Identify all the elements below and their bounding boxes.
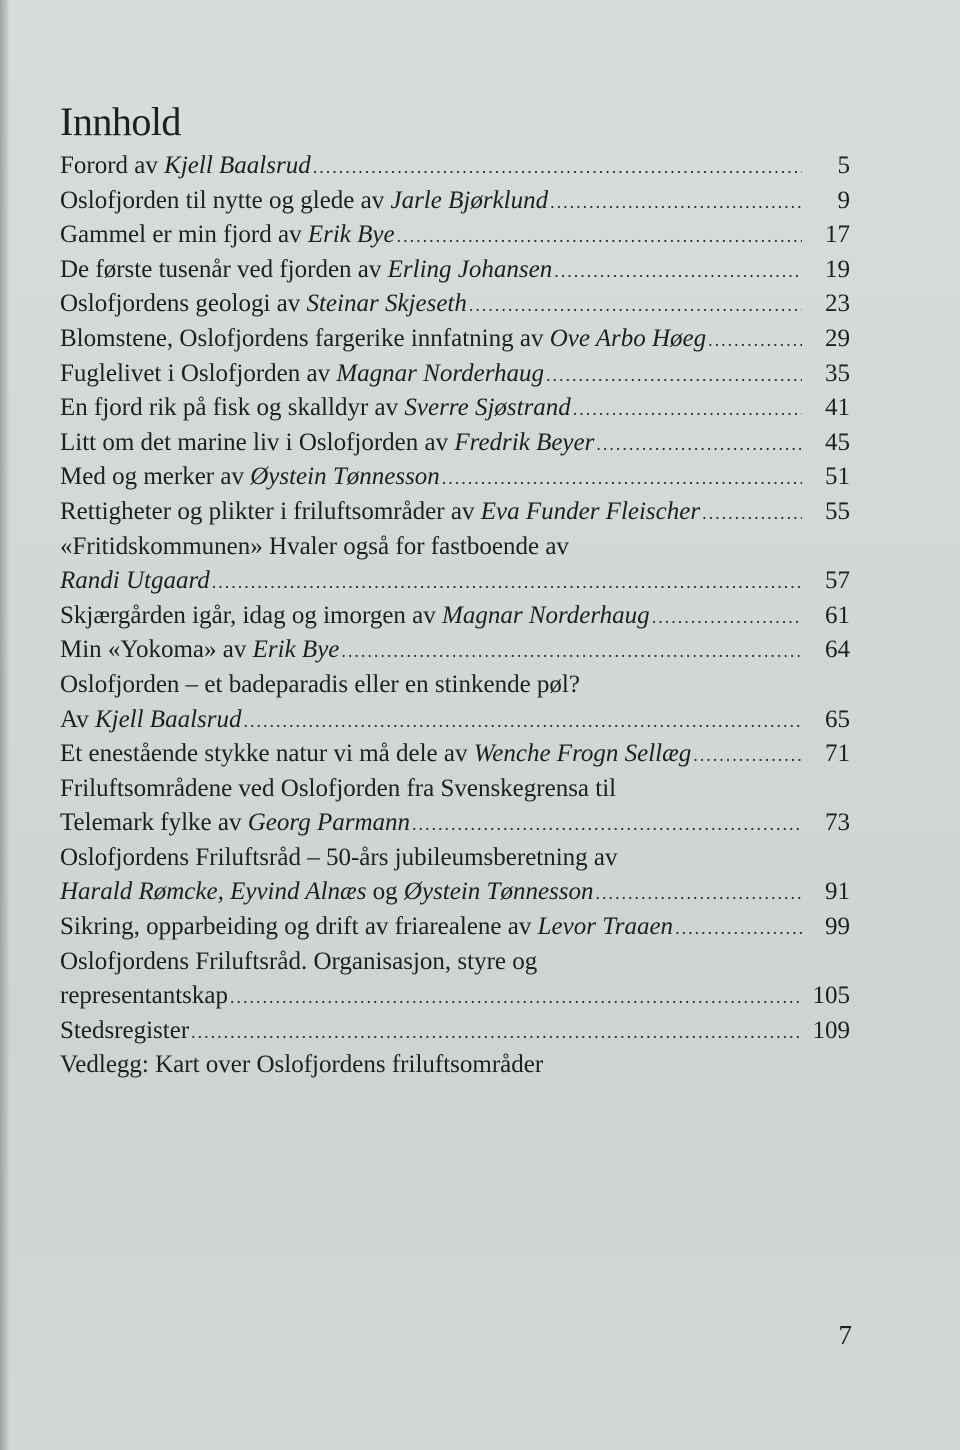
- toc-entry-page: 55: [825, 497, 850, 525]
- toc-entry-author: Jarle Bjørklund: [390, 186, 549, 214]
- toc-entry: [60, 671, 850, 706]
- toc-entry-text: Oslofjorden til nytte og glede av: [60, 186, 391, 214]
- toc-entry-text: Fuglelivet i Oslofjorden av: [60, 359, 337, 387]
- toc-entry-page: 105: [812, 982, 850, 1010]
- toc-entry: [60, 602, 850, 637]
- toc-entry-title: [60, 809, 410, 837]
- toc-entry-page: 17: [825, 221, 850, 249]
- toc-entry-title: [60, 602, 650, 630]
- toc-entry-text: «Fritidskommunen» Hvaler også for fastboende av: [60, 532, 569, 560]
- toc-entry: [60, 636, 850, 671]
- toc-entry: [60, 844, 850, 879]
- toc-entry: [60, 498, 850, 533]
- toc-entry: [60, 429, 850, 464]
- dot-leader: [554, 261, 802, 282]
- toc-entry: [60, 775, 850, 810]
- toc-entry-page: 5: [837, 152, 850, 179]
- toc-entry-text: Oslofjordens geologi av: [60, 290, 307, 318]
- toc-entry-page: 64: [825, 636, 850, 664]
- toc-entry-text: Litt om det marine liv i Oslofjorden av: [60, 428, 455, 456]
- toc-entry-author: Erik Bye: [307, 221, 395, 249]
- toc-entry-page: 57: [825, 567, 850, 595]
- toc-entry-author: Harald Rømcke, Eyvind Alnæs: [60, 878, 367, 906]
- dot-leader: [596, 434, 802, 455]
- dot-leader: [652, 607, 802, 628]
- toc-entry-author: Øystein Tønnesson: [250, 463, 440, 491]
- dot-leader: [212, 572, 802, 593]
- toc-entry-author: Randi Utgaard: [60, 567, 210, 595]
- toc-entry-text: En fjord rik på fisk og skalldyr av: [60, 394, 405, 422]
- dot-leader: [230, 987, 802, 1008]
- toc-entry-page: 109: [812, 1016, 850, 1044]
- toc-entry-author: Georg Parmann: [247, 809, 411, 837]
- toc-entry-page: 71: [825, 740, 850, 768]
- toc-entry-title: [60, 567, 210, 595]
- toc-entry-title: [60, 360, 544, 388]
- dot-leader: [546, 365, 802, 386]
- toc-entry: [60, 982, 850, 1017]
- toc-list: [60, 152, 850, 1086]
- toc-entry: [60, 152, 850, 187]
- toc-entry: [60, 463, 850, 498]
- toc-entry-title: [60, 256, 552, 284]
- page-title: Innhold: [60, 99, 181, 144]
- dot-leader: [442, 468, 802, 489]
- table-of-contents: [60, 96, 850, 1086]
- toc-entry: [60, 533, 850, 568]
- toc-entry-author: Magnar Norderhaug: [442, 601, 650, 629]
- toc-entry: [60, 706, 850, 741]
- toc-entry-page: 65: [825, 705, 850, 733]
- toc-entry-text: Skjærgården igår, idag og imorgen av: [60, 601, 443, 629]
- toc-entry-title: [60, 636, 339, 664]
- toc-entry-author: Ove Arbo Høeg: [549, 324, 707, 352]
- toc-entry-page: 61: [825, 601, 850, 629]
- toc-entry-author: Magnar Norderhaug: [336, 359, 544, 387]
- toc-entry: [60, 913, 850, 948]
- toc-entry: [60, 740, 850, 775]
- dot-leader: [708, 330, 802, 351]
- toc-entry-title: [60, 152, 311, 180]
- toc-entry-title: [60, 533, 569, 561]
- toc-entry: [60, 325, 850, 360]
- dot-leader: [550, 192, 802, 213]
- toc-entry-page: 9: [837, 186, 850, 214]
- toc-entry-title: [60, 913, 673, 941]
- toc-entry-page: 51: [825, 463, 850, 491]
- toc-entry-page: 19: [825, 255, 850, 283]
- toc-entry-page: 29: [825, 324, 850, 352]
- toc-entry-author: Sverre Sjøstrand: [404, 394, 571, 422]
- toc-entry-title: [60, 775, 616, 803]
- toc-entry-title: [60, 498, 700, 526]
- toc-entry-title: [60, 671, 580, 699]
- toc-entry-author: Steinar Skjeseth: [306, 290, 467, 318]
- dot-leader: [573, 399, 802, 420]
- dot-leader: [191, 1022, 802, 1043]
- toc-entry-text: Telemark fylke av: [60, 809, 248, 837]
- dot-leader: [341, 641, 802, 662]
- toc-entry-text: De første tusenår ved fjorden av: [60, 255, 388, 283]
- toc-entry-text: Vedlegg: Kart over Oslofjordens friluftsområder: [60, 1051, 544, 1079]
- toc-entry-author: Erling Johansen: [387, 255, 553, 283]
- toc-entry-text: Min «Yokoma» av: [60, 636, 253, 664]
- toc-entry-title: [60, 463, 440, 491]
- dot-leader: [675, 918, 802, 939]
- dot-leader: [693, 745, 802, 766]
- toc-entry-text: Et enestående stykke natur vi må dele av: [60, 740, 474, 768]
- toc-entry: [60, 256, 850, 291]
- toc-entry-text: Gammel er min fjord av: [60, 221, 308, 249]
- toc-entry-text: Friluftsområdene ved Oslofjorden fra Svenskegrensa til: [60, 774, 617, 802]
- toc-entry-page: 99: [825, 913, 850, 941]
- toc-entry-text: Stedsregister: [60, 1016, 190, 1044]
- dot-leader: [469, 295, 802, 316]
- toc-entry-text: Oslofjordens Friluftsråd. Organisasjon, styre og: [60, 947, 538, 975]
- toc-entry-page: 73: [825, 809, 850, 837]
- dot-leader: [397, 226, 802, 247]
- toc-entry-author: Fredrik Beyer: [454, 428, 595, 456]
- toc-entry: [60, 809, 850, 844]
- toc-entry-page: 45: [825, 428, 850, 456]
- toc-entry-title: [60, 290, 467, 318]
- toc-entry-title: [60, 1051, 543, 1079]
- toc-entry-page: 41: [825, 394, 850, 422]
- toc-entry-text: Av: [60, 705, 95, 733]
- toc-entry-page: 91: [825, 878, 850, 906]
- toc-entry: [60, 1051, 850, 1086]
- toc-entry-text: og: [366, 878, 404, 906]
- toc-entry-page: 23: [825, 290, 850, 318]
- toc-entry-text: Rettigheter og plikter i friluftsområder av: [60, 497, 481, 525]
- toc-entry-text: Sikring, opparbeiding og drift av friarealene av: [60, 913, 538, 941]
- dot-leader: [313, 157, 802, 178]
- toc-entry: [60, 187, 850, 222]
- toc-entry-author: Wenche Frogn Sellæg: [473, 740, 692, 768]
- toc-entry: [60, 878, 850, 913]
- toc-entry-title: [60, 948, 537, 976]
- toc-entry-title: [60, 187, 548, 215]
- toc-entry-title: [60, 740, 691, 768]
- toc-entry-author: Øystein Tønnesson: [403, 878, 594, 906]
- page-number: 7: [838, 1320, 852, 1350]
- toc-entry-author: Kjell Baalsrud: [94, 705, 242, 733]
- toc-entry: [60, 394, 850, 429]
- toc-entry-author: Kjell Baalsrud: [164, 152, 311, 179]
- toc-entry-text: representantskap: [60, 982, 228, 1010]
- toc-entry-text: Oslofjordens Friluftsråd – 50-års jubileumsberetning av: [60, 843, 618, 871]
- toc-entry-title: [60, 982, 228, 1010]
- toc-entry-author: Eva Funder Fleischer: [480, 497, 701, 525]
- toc-entry: [60, 948, 850, 983]
- page-edge-shadow: [0, 0, 10, 1450]
- toc-entry-text: Forord av: [60, 152, 165, 179]
- toc-entry: [60, 221, 850, 256]
- toc-entry-title: [60, 844, 618, 872]
- toc-entry-title: [60, 706, 242, 734]
- toc-entry-title: [60, 429, 594, 457]
- dot-leader: [244, 711, 803, 732]
- dot-leader: [596, 883, 803, 904]
- toc-entry-title: [60, 1017, 189, 1045]
- toc-entry-text: Med og merker av: [60, 463, 251, 491]
- toc-entry: [60, 567, 850, 602]
- toc-entry: [60, 1017, 850, 1052]
- toc-entry-title: [60, 394, 571, 422]
- toc-entry-text: Oslofjorden – et badeparadis eller en stinkende pøl?: [60, 670, 580, 698]
- toc-entry: [60, 360, 850, 395]
- toc-entry-title: [60, 325, 706, 353]
- toc-entry: [60, 290, 850, 325]
- toc-entry-text: Blomstene, Oslofjordens fargerike innfatning av: [60, 324, 550, 352]
- toc-entry-title: [60, 221, 395, 249]
- toc-entry-page: 35: [825, 359, 850, 387]
- toc-entry-author: Levor Traaen: [537, 913, 674, 941]
- toc-entry-author: Erik Bye: [252, 636, 340, 664]
- dot-leader: [702, 503, 802, 524]
- toc-entry-title: [60, 878, 594, 906]
- dot-leader: [412, 814, 802, 835]
